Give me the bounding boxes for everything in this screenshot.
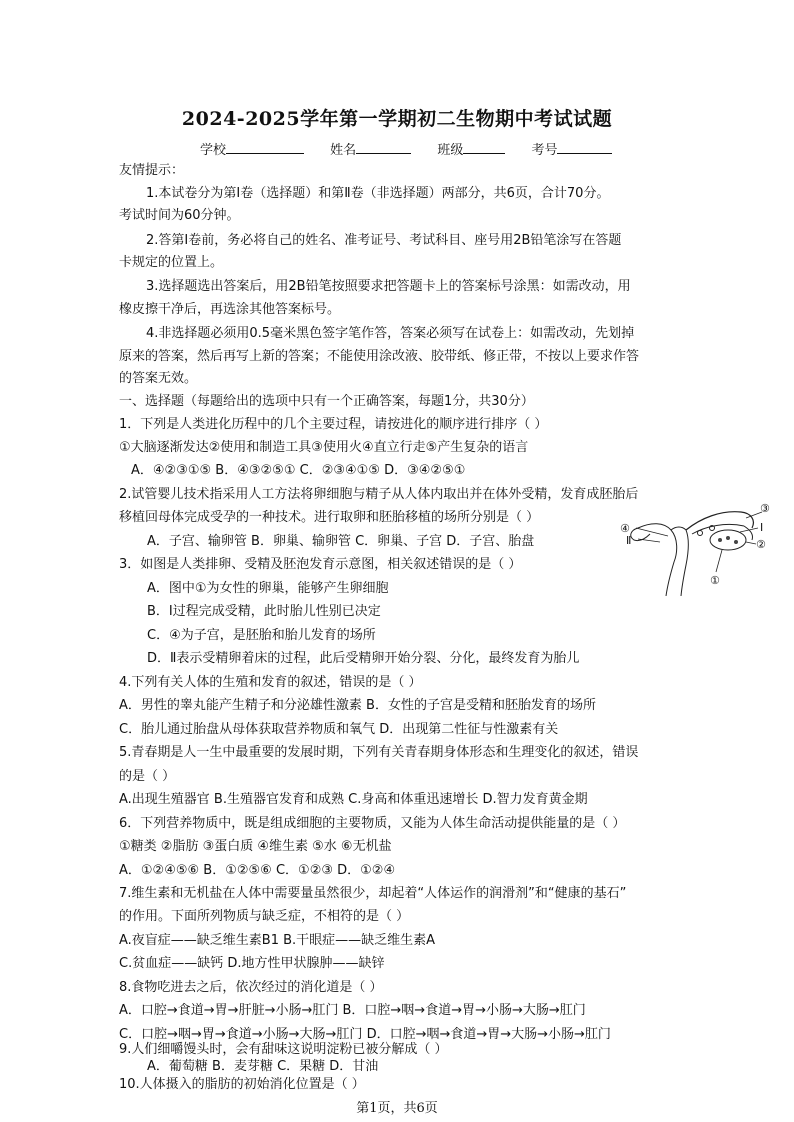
student-info-row [200, 139, 634, 158]
ovum-dot [734, 540, 738, 544]
question-4-options-ab[interactable]: A．男性的睾丸能产生精子和分泌雄性激素 B．女性的子宫是受精和胚胎发育的场所 [119, 698, 596, 713]
question-5: 5.青春期是人一生中最重要的发展时期，下列有关青春期身体形态和生理变化的叙述，错误 [119, 745, 639, 760]
label-line-4 [636, 528, 668, 536]
reproductive-system-diagram [616, 500, 774, 596]
label-line-I [740, 528, 758, 532]
question-8: 8.食物吃进去之后，依次经过的消化道是（ ） [119, 980, 383, 995]
diagram-label-3: ③ [760, 502, 770, 515]
question-7-cont: 的作用。下面所列物质与缺乏症，不相符的是（ ） [119, 909, 410, 924]
question-10: 10.人体摄入的脂肪的初始消化位置是（ ） [119, 1077, 365, 1092]
question-1-options[interactable]: A．④②③①⑤ B．④③②⑤① C．②③④①⑤ D．③④②⑤① [131, 463, 466, 478]
label-line-1 [716, 550, 722, 572]
label-line-2 [746, 542, 756, 544]
question-3-option-b[interactable]: B．Ⅰ过程完成受精，此时胎儿性别已决定 [147, 604, 381, 619]
school-field[interactable]: 学校 [200, 139, 304, 158]
question-2-options[interactable]: A．子宫、输卵管 B．卵巢、输卵管 C．卵巢、子宫 D．子宫、胎盘 [147, 534, 535, 549]
name-field[interactable]: 姓名 [330, 139, 411, 158]
notes-header: 友情提示： [119, 163, 185, 178]
question-5-cont: 的是（ ） [119, 769, 176, 784]
diagram-label-4: ④ [620, 522, 630, 535]
class-field[interactable]: 班级 [437, 139, 505, 158]
diagram-label-2: ② [756, 538, 766, 551]
note-1-cont: 考试时间为60分钟。 [119, 208, 240, 223]
question-4: 4.下列有关人体的生殖和发育的叙述，错误的是（ ） [119, 675, 422, 690]
question-1-items: ①大脑逐渐发达②使用和制造工具③使用火④直立行走⑤产生复杂的语言 [119, 440, 529, 455]
exam-title: 2024-2025学年第一学期初二生物期中考试试题 [181, 108, 613, 130]
ovum-dot [726, 536, 730, 540]
question-2-cont: 移植回母体完成受孕的一种技术。进行取卵和胚胎移植的场所分别是（ ） [119, 510, 540, 525]
note-4-cont: 原来的答案，然后再写上新的答案；不能使用涂改液、胶带纸、修正带，不按以上要求作答 [119, 349, 640, 364]
diagram-label-1: ① [710, 574, 720, 587]
label-line-II [638, 539, 660, 542]
exam-number-field[interactable]: 考号 [531, 139, 612, 158]
note-4: 4.非选择题必须用0.5毫米黑色签字笔作答，答案必须写在试卷上：如需改动，先划掉 [146, 326, 635, 341]
question-6: 6．下列营养物质中，既是组成细胞的主要物质，又能为人体生命活动提供能量的是（ ） [119, 816, 626, 831]
question-3: 3．如图是人类排卵、受精及胚泡发育示意图，相关叙述错误的是（ ） [119, 557, 522, 572]
question-1: 1．下列是人类进化历程中的几个主要过程，请按进化的顺序进行排序（ ） [119, 417, 548, 432]
question-6-options[interactable]: A．①②④⑤⑥ B．①②⑤⑥ C．①②③ D．①②④ [119, 863, 396, 878]
question-8-options-cd[interactable]: C．口腔→咽→胃→食道→小肠→大肠→肛门 D．口腔→咽→食道→胃→大肠→小肠→肛门 [119, 1027, 611, 1042]
question-6-items: ①糖类 ②脂肪 ③蛋白质 ④维生素 ⑤水 ⑥无机盐 [119, 839, 392, 854]
section-heading: 一、选择题（每题给出的选项中只有一个正确答案，每题1分，共30分） [119, 394, 534, 409]
question-3-option-c[interactable]: C．④为子宫，是胚胎和胎儿发育的场所 [147, 628, 376, 643]
note-1: 1.本试卷分为第Ⅰ卷（选择题）和第Ⅱ卷（非选择题）两部分，共6页，合计70分。 [146, 186, 610, 201]
note-3: 3.选择题选出答案后，用2B铅笔按照要求把答题卡上的答案标号涂黑：如需改动，用 [146, 279, 631, 294]
question-9: 9.人们细嚼馒头时，会有甜味这说明淀粉已被分解成（ ） [119, 1042, 448, 1057]
uterus-outline-right [681, 530, 688, 596]
question-3-option-a[interactable]: A．图中①为女性的卵巢，能够产生卵细胞 [147, 581, 389, 596]
page-footer: 第1页，共6页 [356, 1101, 438, 1116]
question-9-options[interactable]: A．葡萄糖 B．麦芽糖 C．果糖 D．甘油 [147, 1059, 379, 1074]
note-2: 2.答第Ⅰ卷前，务必将自己的姓名、准考证号、考试科目、座号用2B铅笔涂写在答题 [146, 233, 622, 248]
zygote-dot [698, 531, 703, 536]
note-4-cont2: 的答案无效。 [119, 371, 198, 386]
question-7-options-ab[interactable]: A.夜盲症——缺乏维生素B1 B.干眼症——缺乏维生素A [119, 933, 436, 948]
note-2-cont: 卡规定的位置上。 [119, 255, 224, 270]
left-oviduct [631, 528, 650, 541]
question-5-options[interactable]: A.出现生殖器官 B.生殖器官发育和成熟 C.身高和体重迅速增长 D.智力发育黄金期 [119, 792, 588, 807]
diagram-label-II: Ⅱ [626, 534, 632, 547]
uterus-top [671, 527, 686, 530]
diagram-label-I: Ⅰ [760, 521, 764, 534]
uterus-outline-left [638, 524, 677, 596]
oviduct-inner [692, 524, 744, 534]
note-3-cont: 橡皮擦干净后，再选涂其他答案标号。 [119, 302, 341, 317]
question-8-options-ab[interactable]: A．口腔→食道→胃→肝脏→小肠→肛门 B．口腔→咽→食道→胃→小肠→大肠→肛门 [119, 1003, 586, 1018]
question-7-options-cd[interactable]: C.贫血症——缺钙 D.地方性甲状腺肿——缺锌 [119, 956, 385, 971]
question-2: 2.试管婴儿技术指采用人工方法将卵细胞与精子从人体内取出并在体外受精，发育成胚胎后 [119, 487, 639, 502]
oviduct [686, 512, 753, 530]
question-7: 7.维生素和无机盐在人体中需要量虽然很少，却起着“人体运作的润滑剂”和“健康的基石” [119, 886, 627, 901]
question-4-options-cd[interactable]: C．胎儿通过胎盘从母体获取营养物质和氧气 D．出现第二性征与性激素有关 [119, 722, 559, 737]
ovum-dot [718, 538, 722, 542]
question-3-option-d[interactable]: D．Ⅱ表示受精卵着床的过程，此后受精卵开始分裂、分化，最终发育为胎儿 [147, 651, 580, 666]
